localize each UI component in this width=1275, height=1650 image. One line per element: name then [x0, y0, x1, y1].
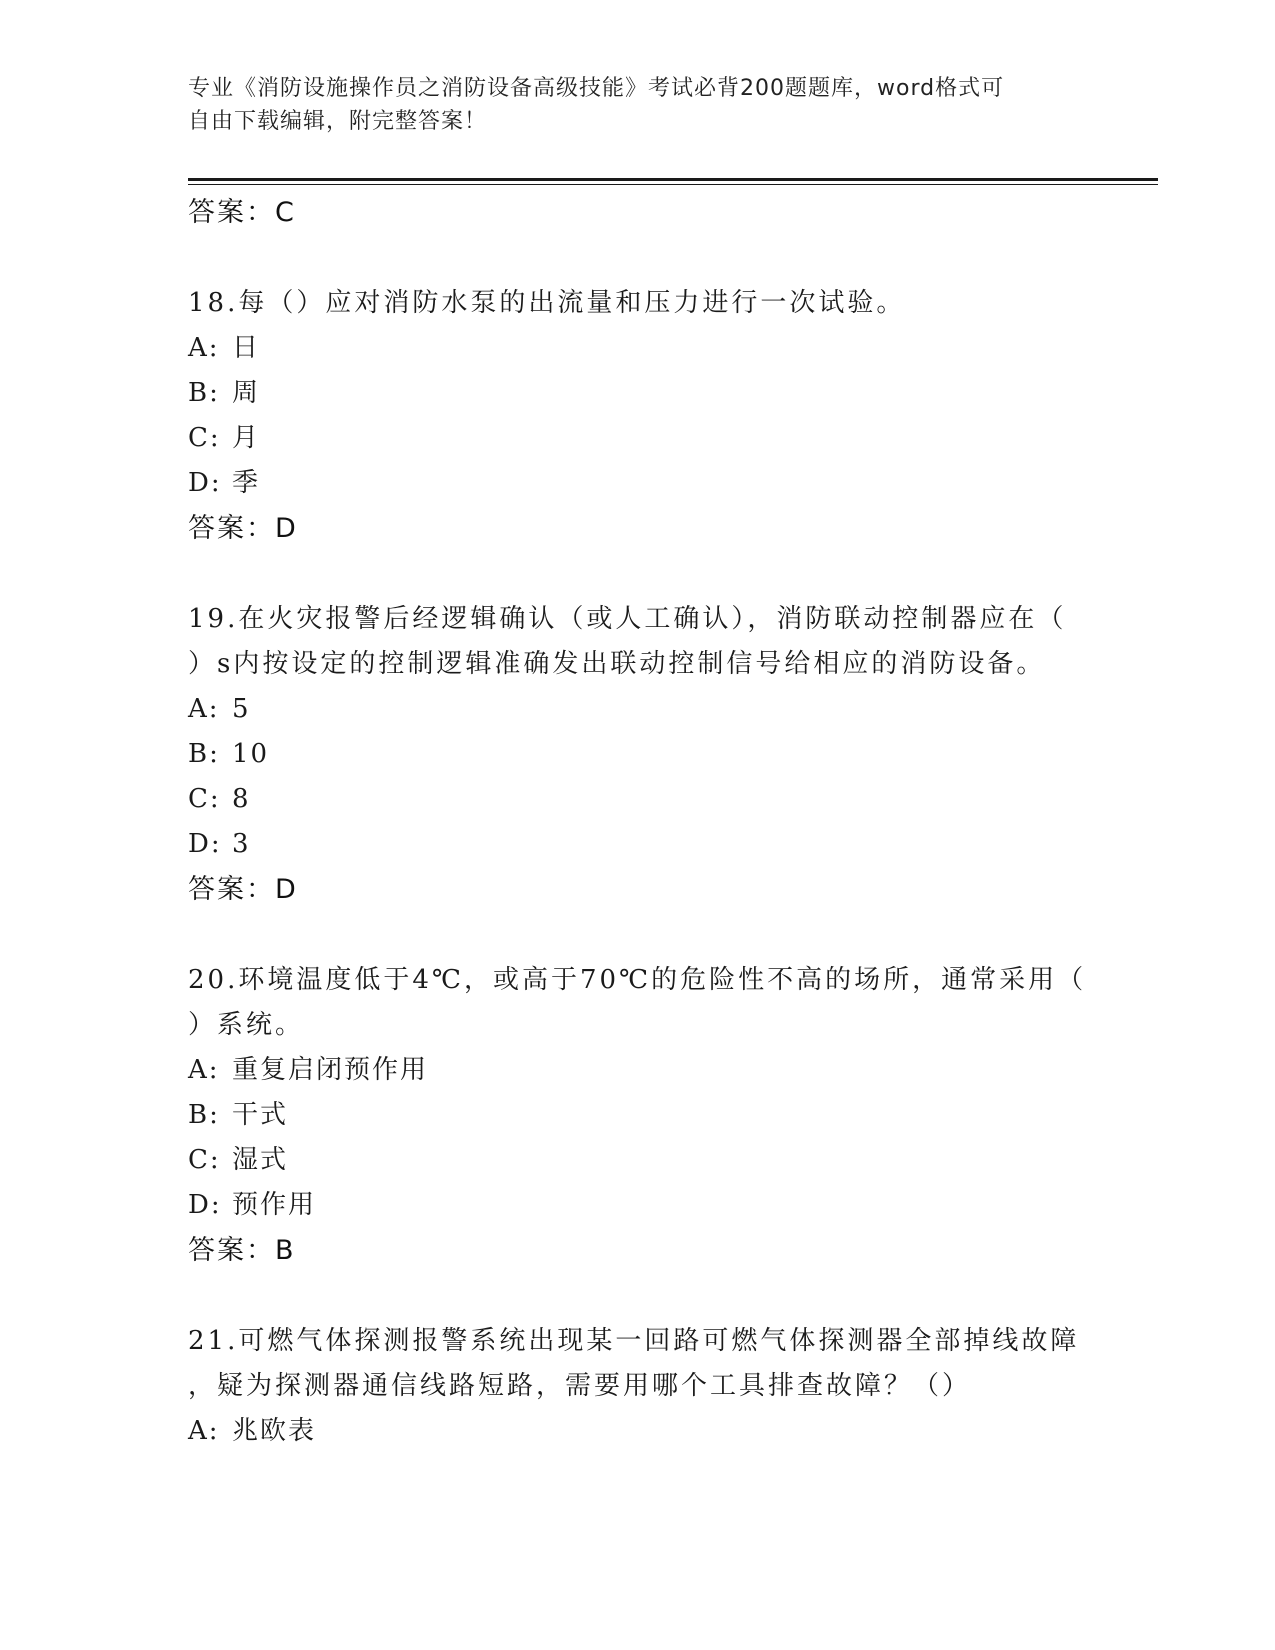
option-d [188, 461, 1088, 506]
header-line-1: 专业《消防设施操作员之消防设备高级技能》考试必背200题题库，word格式可 [188, 76, 1005, 101]
answer-line: 答案：C [188, 197, 296, 228]
header-line-2: 自由下载编辑，附完整答案！ [188, 109, 488, 134]
option-text: 周 [232, 378, 261, 408]
option-letter: A: [188, 694, 220, 724]
question-20 [188, 958, 1088, 1274]
question-line: 20.环境温度低于4℃，或高于70℃的危险性不高的场所，通常采用（ [188, 965, 1087, 995]
option-a [188, 687, 1088, 732]
spacer [188, 236, 1088, 281]
option-letter: D: [188, 1190, 222, 1220]
option-text: 湿式 [232, 1145, 289, 1175]
option-letter: C: [188, 423, 221, 453]
question-19 [188, 597, 1088, 913]
option-b [188, 732, 1088, 777]
question-text [188, 958, 1088, 1048]
question-21 [188, 1319, 1088, 1454]
option-text: 干式 [232, 1100, 289, 1130]
answer-line: 答案：D [188, 513, 298, 544]
option-text: 季 [232, 468, 261, 498]
option-letter: D: [188, 829, 222, 859]
option-letter: B: [188, 378, 220, 408]
option-c [188, 777, 1088, 822]
question-text [188, 281, 1088, 326]
option-text: 10 [232, 739, 270, 769]
question-line: 19.在火灾报警后经逻辑确认（或人工确认），消防联动控制器应在（ [188, 604, 1067, 634]
option-a [188, 1048, 1088, 1093]
option-b [188, 371, 1088, 416]
spacer [188, 1274, 1088, 1319]
option-a [188, 1409, 1088, 1454]
option-letter: B: [188, 739, 220, 769]
option-letter: C: [188, 784, 221, 814]
option-letter: C: [188, 1145, 221, 1175]
option-text: 月 [232, 423, 261, 453]
question-line: ）系统。 [188, 1010, 305, 1040]
option-text: 日 [232, 333, 261, 363]
option-text: 8 [232, 784, 251, 814]
question-line: 21.可燃气体探测报警系统出现某一回路可燃气体探测器全部掉线故障 [188, 1326, 1080, 1356]
question-text [188, 597, 1088, 687]
option-letter: A: [188, 1416, 220, 1446]
answer-line: 答案：D [188, 874, 298, 905]
spacer [188, 913, 1088, 958]
question-line: ）s内按设定的控制逻辑准确发出联动控制信号给相应的消防设备。 [188, 649, 1046, 679]
option-text: 兆欧表 [232, 1416, 317, 1446]
option-letter: A: [188, 1055, 220, 1085]
question-18 [188, 281, 1088, 552]
option-d [188, 1183, 1088, 1228]
option-text: 预作用 [232, 1190, 317, 1220]
option-text: 重复启闭预作用 [232, 1055, 429, 1085]
question-text [188, 1319, 1088, 1409]
option-letter: B: [188, 1100, 220, 1130]
option-d [188, 822, 1088, 867]
option-b [188, 1093, 1088, 1138]
option-text: 5 [232, 694, 251, 724]
question-list [188, 190, 1088, 1454]
option-c [188, 1138, 1088, 1183]
option-text: 3 [232, 829, 251, 859]
question-line: 18.每（）应对消防水泵的出流量和压力进行一次试验。 [188, 288, 906, 318]
question-line: ，疑为探测器通信线路短路，需要用哪个工具排查故障？（） [188, 1371, 972, 1401]
header-rule-thick [188, 178, 1158, 181]
option-a [188, 326, 1088, 371]
header-rule-thin [188, 184, 1158, 185]
option-c [188, 416, 1088, 461]
option-letter: A: [188, 333, 220, 363]
answer-line: 答案：B [188, 1235, 296, 1266]
option-letter: D: [188, 468, 222, 498]
document-header [188, 72, 1068, 138]
spacer [188, 552, 1088, 597]
